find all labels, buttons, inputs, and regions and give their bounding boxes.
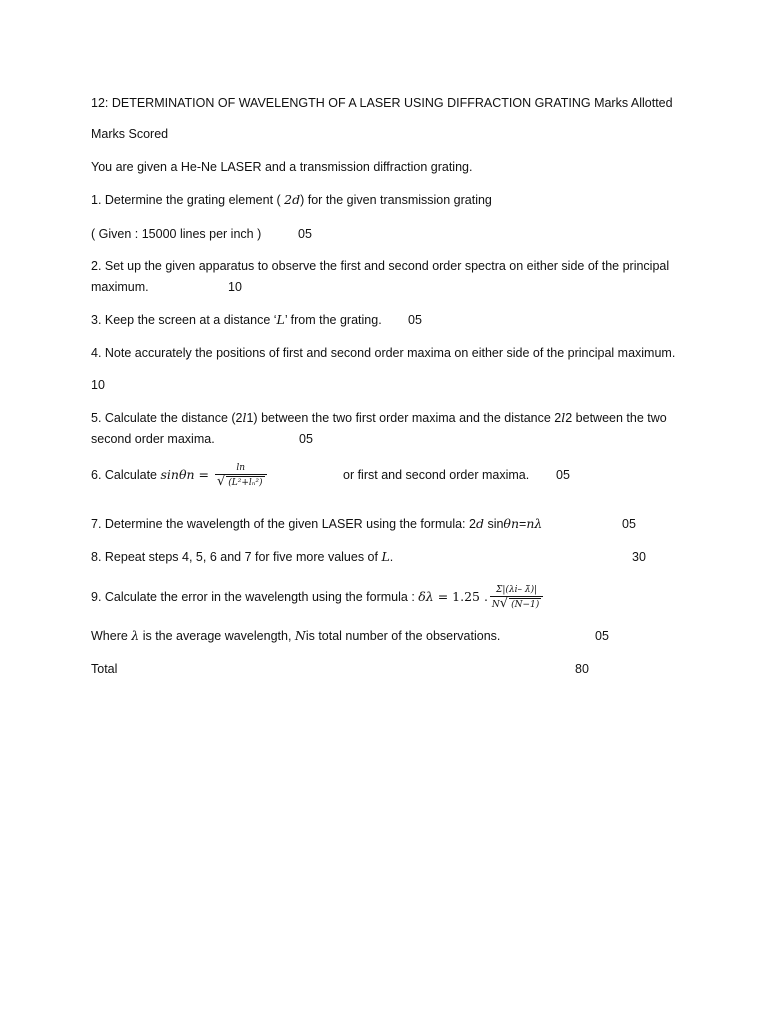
step-6-frac-den-root: (L²+lₙ²): [228, 477, 263, 488]
step-5-line-2: second order maxima.: [91, 432, 215, 446]
step-1-math: 2d: [284, 192, 301, 207]
step-7-math-a: d: [475, 516, 484, 531]
step-8-text: 8. Repeat steps 4, 5, 6 and 7 for five more values of: [91, 550, 382, 564]
step-1-given: ( Given : 15000 lines per inch ): [91, 227, 262, 241]
step-7: [91, 516, 542, 532]
step-6-frac-den: √ (L²+lₙ²): [216, 473, 263, 489]
step-8-marks: 30: [632, 550, 646, 564]
step-9-frac-num: Σ|(λi– λ̄)|: [490, 585, 543, 597]
step-3-math: L: [276, 312, 285, 327]
step-7-math-b: θn: [503, 516, 519, 531]
step-4: 4. Note accurately the positions of first and second order maxima on either side of the principal maximum.: [91, 346, 676, 360]
step-1-text: 1. Determine the grating element (: [91, 193, 285, 207]
total-label: Total: [91, 662, 118, 676]
step-9: [91, 582, 543, 612]
step-7-text-b: sin: [483, 517, 504, 531]
step-8-math: L: [381, 549, 390, 564]
total-marks: 80: [575, 662, 589, 676]
step-9-frac-den-n: N: [491, 599, 500, 610]
step-2-line-1: 2. Set up the given apparatus to observe the first and second order spectra on either side of the principal: [91, 259, 670, 273]
where-marks: 05: [595, 629, 609, 643]
step-7-text-a: 7. Determine the wavelength of the given LASER using the formula: 2: [91, 517, 476, 531]
step-5-line-1: [91, 410, 667, 426]
step-6-math-lhs: sinθn =: [160, 467, 213, 482]
step-3: [91, 312, 382, 328]
step-6-marks: 05: [556, 468, 570, 482]
step-3-marks: 05: [408, 313, 422, 327]
step-5-math-a: l: [242, 410, 247, 425]
step-9-text: 9. Calculate the error in the wavelength using the formula :: [91, 590, 419, 604]
step-8: [91, 549, 393, 565]
step-5-marks: 05: [299, 432, 313, 446]
step-2-marks: 10: [228, 280, 242, 294]
where-text-a: Where: [91, 629, 132, 643]
intro-text: You are given a He-Ne LASER and a transmission diffraction grating.: [91, 160, 473, 174]
where-math-b: N: [294, 628, 306, 643]
step-6: [91, 460, 267, 490]
step-9-fraction: [490, 585, 543, 611]
step-5-text-a: 5. Calculate the distance (2: [91, 411, 243, 425]
step-5-math-b: l: [561, 410, 566, 425]
where-line: [91, 628, 500, 644]
step-6-text: 6. Calculate: [91, 468, 161, 482]
where-text-b: is the average wavelength,: [139, 629, 295, 643]
step-3-text: 3. Keep the screen at a distance ‘: [91, 313, 277, 327]
step-9-frac-den-root: (N−1): [511, 599, 540, 610]
step-9-frac-den: N√ (N−1): [491, 595, 540, 611]
step-6-fraction: [215, 463, 267, 489]
step-7-text-c: =: [519, 517, 527, 531]
where-text-c: is total number of the observations.: [305, 629, 501, 643]
marks-scored-heading: Marks Scored: [91, 127, 169, 141]
step-6-text-b: or first and second order maxima.: [343, 468, 530, 482]
step-7-math-c: nλ: [526, 516, 543, 531]
step-9-eq: = 1.25 .: [433, 589, 488, 604]
step-9-math-lhs: δλ: [418, 589, 434, 604]
page-title: 12: DETERMINATION OF WAVELENGTH OF A LASER USING DIFFRACTION GRATING Marks Allotted: [91, 96, 673, 110]
where-math-a: λ: [131, 628, 140, 643]
step-6-frac-num: ln: [215, 463, 267, 475]
step-2-line-2: maximum.: [91, 280, 149, 294]
step-4-marks: 10: [91, 378, 105, 392]
step-1: [91, 192, 492, 208]
step-8-text-b: .: [389, 550, 394, 564]
step-1-marks: 05: [298, 227, 312, 241]
step-7-marks: 05: [622, 517, 636, 531]
step-1-text-b: ) for the given transmission grating: [300, 193, 492, 207]
step-3-text-b: ’ from the grating.: [284, 313, 382, 327]
step-5-text-b: 1) between the two first order maxima and the distance 2: [246, 411, 562, 425]
step-5-text-c: 2 between the two: [565, 411, 667, 425]
